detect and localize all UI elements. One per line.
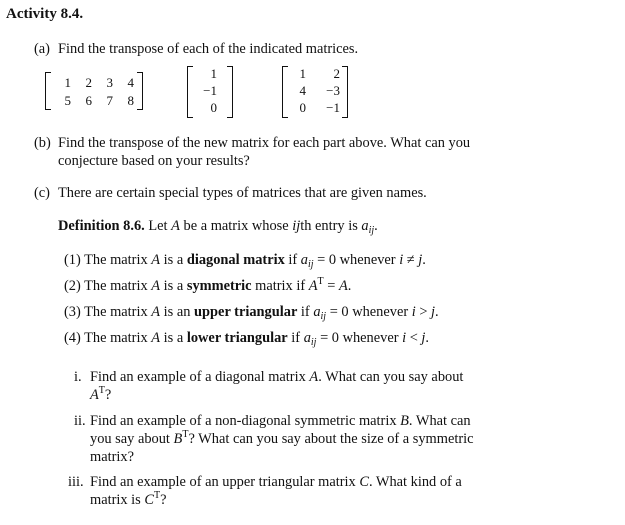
relation: ≠ — [403, 252, 419, 268]
var-a-entry: a — [300, 252, 308, 268]
question-ii-number: ii. — [74, 413, 86, 429]
item-text: = 0 whenever — [326, 304, 412, 320]
definition-text: th entry is — [300, 218, 362, 234]
item-text: matrix if — [251, 278, 309, 294]
matrix-cell: 0 — [210, 100, 217, 115]
item-text: = 0 whenever — [316, 330, 403, 346]
question-text: ? — [104, 387, 112, 403]
var-i: i — [411, 304, 416, 320]
item-text: is a — [160, 252, 187, 268]
item-text: The matrix — [84, 330, 152, 346]
question-i-line-2 — [90, 385, 112, 403]
subscript: ij — [310, 337, 317, 348]
part-b-label: (b) — [34, 135, 51, 151]
item-text: . — [422, 252, 426, 268]
part-c-text: There are certain special types of matrices that are given names. — [58, 185, 427, 201]
var-a: A — [151, 252, 161, 268]
item-text: The matrix — [84, 252, 152, 268]
var-j: j — [421, 330, 426, 346]
term-symmetric: symmetric — [186, 278, 252, 294]
question-iii-line-1 — [90, 475, 462, 489]
part-a-label: (a) — [34, 41, 50, 57]
subscript: ij — [308, 259, 314, 270]
matrix-2-right-bracket — [227, 66, 233, 118]
question-text: Find an example of a diagonal matrix — [90, 369, 310, 385]
var-a: A — [338, 278, 348, 294]
question-text: Find an example of a non-diagonal symmetric matrix — [90, 413, 401, 429]
var-a-entry: a — [361, 218, 369, 234]
definition-item-4 — [64, 330, 430, 348]
var-i: i — [402, 330, 407, 346]
question-text: . What can — [408, 413, 471, 429]
superscript-t: T — [182, 429, 189, 440]
matrix-3-right-bracket — [342, 66, 348, 118]
term-upper-triangular: upper triangular — [194, 304, 298, 320]
matrix-1-right-bracket — [137, 72, 143, 110]
question-text: matrix is — [90, 492, 145, 508]
var-j: j — [431, 304, 436, 320]
matrix-cell: −1 — [203, 83, 217, 98]
subscript: ij — [368, 225, 375, 236]
matrix-2 — [187, 66, 233, 118]
question-text: you say about — [90, 431, 174, 447]
matrix-cell: 5 — [64, 93, 71, 108]
matrix-cell: 4 — [127, 75, 134, 90]
matrix-cell: 2 — [85, 75, 92, 90]
matrix-cell: 7 — [106, 93, 113, 108]
superscript-t: T — [317, 276, 324, 287]
var-a-entry: a — [313, 304, 321, 320]
item-text: . — [347, 278, 352, 294]
matrix-cell: 4 — [299, 83, 306, 98]
var-j: j — [418, 252, 423, 268]
matrix-cell: −3 — [326, 83, 340, 98]
subscript: ij — [320, 311, 327, 322]
var-a: A — [309, 369, 319, 385]
var-b: B — [400, 413, 409, 429]
relation: > — [415, 304, 432, 320]
question-text: ? — [160, 492, 167, 508]
part-c-label: (c) — [34, 185, 50, 201]
matrix-cell: 6 — [85, 93, 92, 108]
item-number: (2) — [64, 278, 81, 294]
relation: < — [406, 330, 422, 346]
var-i: i — [399, 252, 404, 268]
question-i-number: i. — [74, 369, 82, 385]
matrix-cell: 1 — [210, 66, 217, 81]
item-text: . — [425, 330, 430, 346]
definition-text: Let — [148, 218, 172, 234]
question-text: . What can you say about — [318, 369, 464, 385]
matrix-cell: 0 — [299, 100, 306, 115]
var-a: A — [308, 278, 318, 294]
item-text: . — [435, 304, 439, 320]
matrix-cell: 3 — [106, 75, 113, 90]
item-text: The matrix — [84, 304, 152, 320]
matrix-cell: 1 — [64, 75, 71, 90]
question-text: ? What can you say about the size of a symmetric — [188, 431, 474, 447]
item-text: if — [287, 330, 304, 346]
part-b-line-1: Find the transpose of the new matrix for each part above. What can you — [58, 135, 471, 151]
term-lower-triangular: lower triangular — [186, 330, 288, 346]
question-i-line-1 — [90, 370, 463, 384]
var-a: A — [151, 330, 161, 346]
definition-text: be a matrix whose — [179, 218, 293, 234]
item-text: is a — [160, 330, 187, 346]
question-ii-line-2 — [90, 429, 474, 447]
item-number: (4) — [64, 330, 81, 346]
term-diagonal: diagonal matrix — [186, 252, 285, 268]
var-ij: ij — [292, 218, 301, 234]
item-text: is an — [160, 304, 195, 320]
item-text: if — [297, 304, 314, 320]
matrix-cell: 1 — [299, 66, 306, 81]
var-c: C — [144, 492, 154, 508]
matrix-1 — [45, 72, 143, 110]
var-a: A — [151, 278, 161, 294]
matrix-cell: 2 — [333, 66, 340, 81]
var-a: A — [171, 218, 180, 234]
part-a-text: Find the transpose of each of the indicated matrices. — [58, 41, 359, 57]
superscript-t: T — [98, 385, 105, 396]
matrix-cell: 8 — [127, 93, 134, 108]
question-iii-line-2 — [90, 490, 167, 508]
activity-title: Activity 8.4. — [6, 6, 84, 22]
item-number: (3) — [64, 304, 81, 320]
var-a: A — [151, 304, 161, 320]
matrix-cell: −1 — [326, 100, 340, 115]
matrix-3 — [282, 66, 348, 118]
question-iii-number: iii. — [68, 474, 84, 490]
question-ii-line-3: matrix? — [90, 449, 134, 465]
var-a: A — [90, 387, 99, 403]
var-c: C — [359, 474, 369, 490]
definition — [58, 218, 378, 236]
item-text: The matrix — [84, 278, 152, 294]
question-text: . What kind of a — [368, 474, 462, 490]
definition-item-2 — [64, 276, 352, 294]
item-text: if — [284, 252, 301, 268]
var-b: B — [173, 431, 183, 447]
superscript-t: T — [153, 490, 161, 501]
definition-text: . — [374, 218, 378, 234]
matrix-2-left-bracket — [187, 66, 193, 118]
var-a-entry: a — [303, 330, 311, 346]
part-b-line-2: conjecture based on your results? — [58, 153, 250, 169]
definition-item-1 — [64, 252, 426, 270]
item-text: = 0 whenever — [313, 252, 400, 268]
definition-label: Definition 8.6. — [58, 218, 145, 234]
item-number: (1) — [64, 252, 81, 268]
question-ii-line-1 — [90, 414, 471, 428]
relation: = — [323, 278, 339, 294]
question-text: Find an example of an upper triangular matrix — [90, 474, 360, 490]
definition-item-3 — [64, 304, 439, 322]
item-text: is a — [160, 278, 187, 294]
